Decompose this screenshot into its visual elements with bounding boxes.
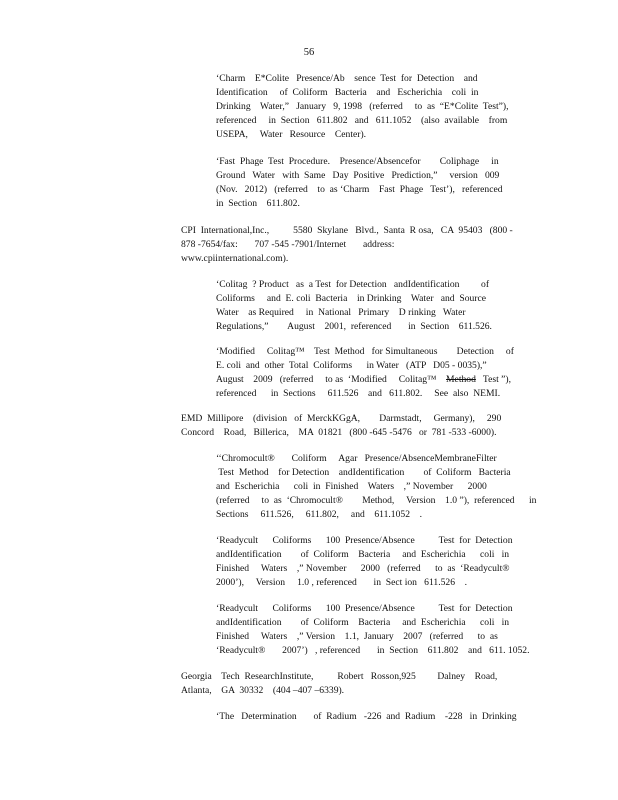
entry-line: andIdentification of Coliform Bacteria and Escherichia coli in [216, 617, 510, 628]
entry-line: Identification of Coliform Bacteria and Escherichia coli in [216, 87, 479, 98]
entry-line: Atlanta, GA 30332 (404 –407 –6339). [181, 685, 345, 696]
entry-line: CPI International,Inc., 5580 Skylane Blvd., Santa R osa, CA 95403 (800 - [181, 225, 513, 236]
entry-line: Ground Water with Same Day Positive Prediction,” version 009 [216, 170, 500, 181]
entry-line: E. coli and other Total Coliforms in Water (ATP D05 - 0035),” [216, 360, 487, 371]
entry-line: USEPA, Water Resource Center). [216, 129, 367, 140]
entry-line: 2000’), Version 1.0 , referenced in Sect ion 611.526 . [216, 577, 467, 588]
entry-line: Sections 611.526, 611.802, and 611.1052 . [216, 509, 422, 520]
entry-line: referenced in Section 611.802 and 611.1052 (also available from [216, 115, 508, 126]
entry-line: EMD Millipore (division of MerckKGgA, Darmstadt, Germany), 290 [181, 413, 502, 424]
entry-line: Regulations,” August 2001, referenced in Section 611.526. [216, 321, 492, 332]
struck-text: Method [446, 374, 476, 385]
entry-line: ‘Colitag ? Product as a Test for Detection andIdentification of [216, 279, 490, 290]
entry-line: Test Method for Detection andIdentification of Coliform Bacteria [216, 467, 511, 478]
entry-line: ‘Readycult Coliforms 100 Presence/Absence Test for Detection [216, 535, 513, 546]
entry-line: referenced in Sections 611.526 and 611.802. See also NEMI. [216, 388, 501, 399]
entry-line: Drinking Water,” January 9, 1998 (referred to as “E*Colite Test”), [216, 101, 509, 112]
entry-line: Finished Waters ,” Version 1.1, January 2007 (referred to as [216, 631, 498, 642]
entry-line: andIdentification of Coliform Bacteria and Escherichia coli in [216, 549, 510, 560]
entry-line: ‘Modified Colitag™ Test Method for Simultaneous Detection of [216, 346, 514, 357]
entry-line: ‘Readycult® 2007’) , referenced in Section 611.802 and 611. 1052. [216, 645, 530, 656]
entry-line: ‘The Determination of Radium -226 and Radium -228 in Drinking [216, 711, 517, 722]
entry-line: www.cpiinternational.com). [181, 253, 289, 264]
entry-line: Georgia Tech ResearchInstitute, Robert Rosson,925 Dalney Road, [181, 671, 498, 682]
entry-line: ‘Readycult Coliforms 100 Presence/Absence Test for Detection [216, 603, 513, 614]
entry-line: Finished Waters ,” November 2000 (referred to as ‘Readycult® [216, 563, 510, 574]
entry-line: ‘‘Chromocult® Coliform Agar Presence/AbsenceMembraneFilter [216, 453, 497, 464]
entry-line: and Escherichia coli in Finished Waters ,” November 2000 [216, 481, 487, 492]
entry-line: ‘Fast Phage Test Procedure. Presence/Absencefor Coliphage in [216, 156, 499, 167]
entry-line: August 2009 (referred to as ‘Modified Colitag™ Method Test ”), [216, 374, 512, 385]
entry-line: in Section 611.802. [216, 198, 300, 209]
entry-line: (Nov. 2012) (referred to as ‘Charm Fast Phage Test’), referenced [216, 184, 503, 195]
entry-line: Coliforms and E. coli Bacteria in Drinking Water and Source [216, 293, 487, 304]
entry-line: ‘Charm E*Colite Presence/Ab sence Test for Detection and [216, 73, 478, 84]
entry-line: (referred to as ‘Chromocult® Method, Version 1.0 ”), referenced in [216, 495, 537, 506]
entry-line: Water as Required in National Primary D rinking Water [216, 307, 466, 318]
entry-line: 878 -7654/fax: 707 -545 -7901/Internet address: [181, 239, 395, 250]
page-number: 56 [303, 47, 315, 58]
entry-line: Concord Road, Billerica, MA 01821 (800 -645 -5476 or 781 -533 -6000). [181, 427, 497, 438]
